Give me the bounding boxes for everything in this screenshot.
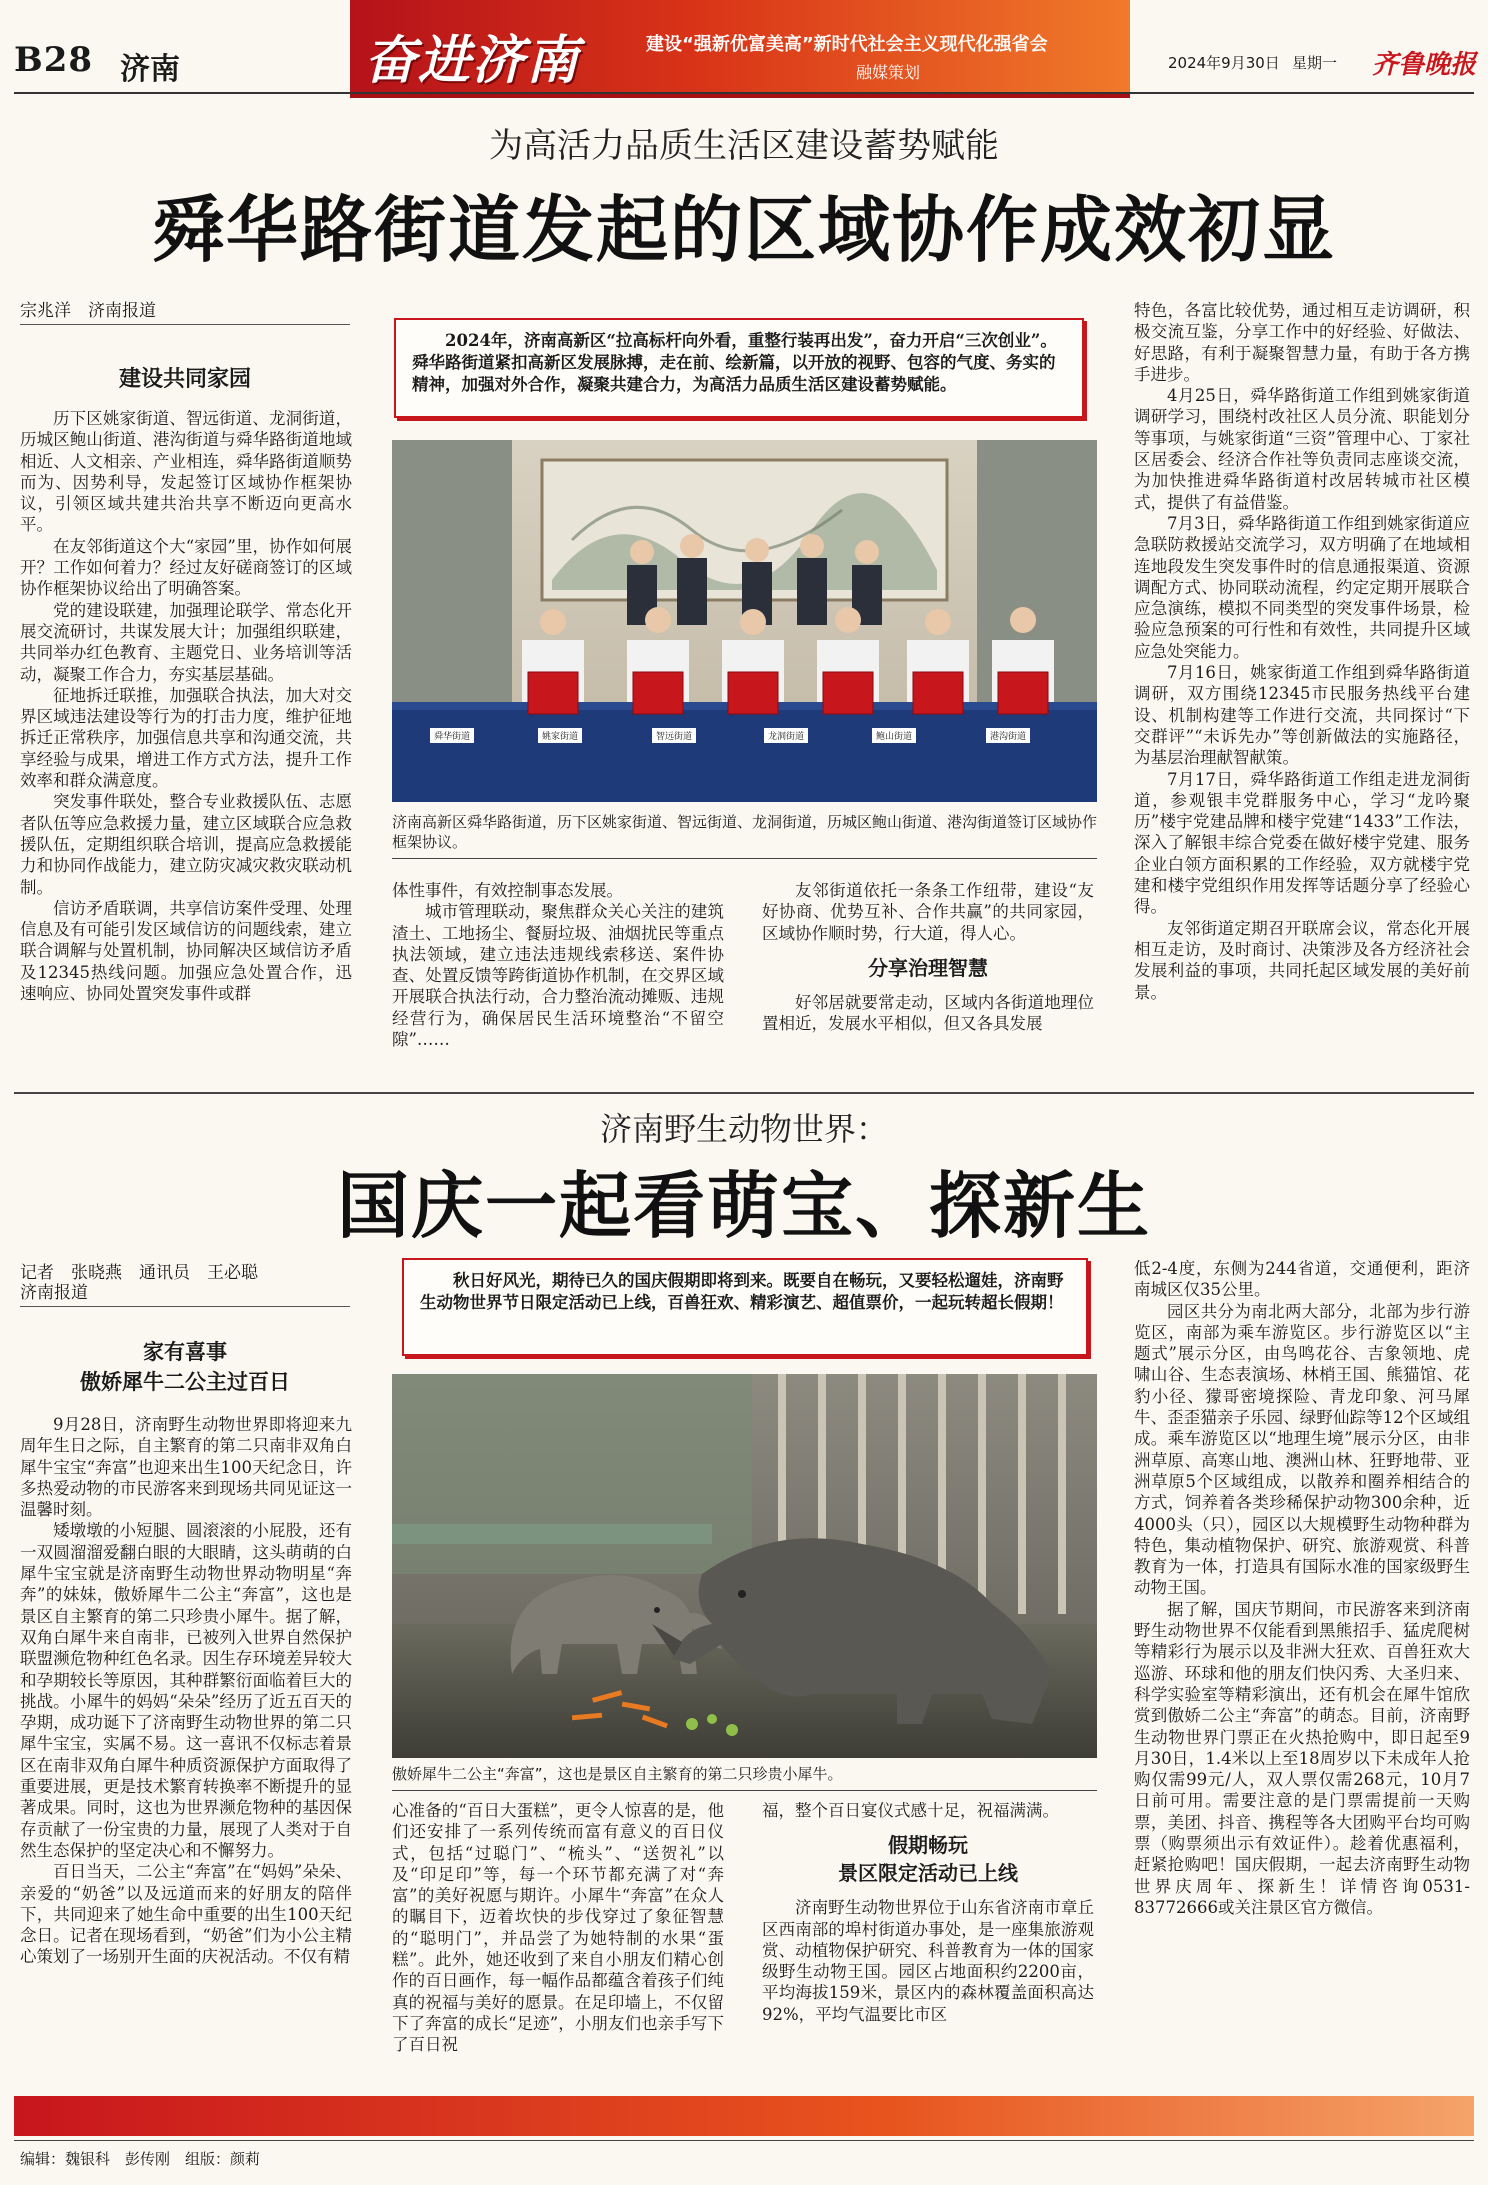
banner-title: 奋进济南 [364, 30, 581, 91]
article1-headline: 舜华路街道发起的区域协作成效初显 [151, 187, 1336, 272]
article1-subhead-2: 分享治理智慧 [868, 955, 988, 980]
article2-intro-box: 秋日好风光，期待已久的国庆假期即将到来。既要自在畅玩，又要轻松遛娃，济南野生动物世界节日限定活动已上线，百兽狂欢、精彩演艺、超值票价，一起玩转超长假期！ [402, 1258, 1088, 1356]
article-divider [14, 1092, 1474, 1094]
caption-rule [392, 1790, 1097, 1791]
article2-column-4 [1134, 1258, 1470, 2088]
footer-rule [14, 2140, 1474, 2141]
rhino-photo-caption: 傲娇犀牛二公主“奔富”，这也是景区自主繁育的第二只珍贵小犀牛。 [392, 1765, 843, 1783]
nameplate-row [392, 726, 1097, 746]
paragraph: 友邻街道依托一条条工作纽带，建设“友好协商、优势互补、合作共赢”的共同家园，区域协作顺时势，行大道，得人心。 [762, 881, 1094, 943]
signing-photo-caption: 济南高新区舜华路街道，历下区姚家街道、智远街道、龙洞街道，历城区鲍山街道、港沟街道签订区域协作框架协议。 [392, 813, 1098, 851]
rhino-illustration [392, 1374, 1097, 1758]
rhino-photo [392, 1374, 1097, 1758]
article2-subhead-1a: 家有喜事 [143, 1339, 227, 1364]
paragraph: 党的建设联建，加强理论联学、常态化开展交流研讨，共谋发展大计；加强组织联建，共同举办红色教育、主题党日、业务培训等活动，凝聚工作合力，夯实基层基础。 [20, 600, 352, 684]
article2-headline: 国庆一起看萌宝、探新生 [336, 1163, 1151, 1248]
paragraph: 百日当天，二公主“奔富”在“妈妈”朵朵、亲爱的“奶爸”以及远道而来的好朋友的陪伴下，共同迎来了她生命中重要的出生100天纪念日。记者在现场看到，“奶爸”们为小公主精心策划了一场别开生面的庆祝活动。不仅有精 [20, 1862, 352, 1967]
paragraph: 好邻居就要常走动，区域内各街道地理位置相近，发展水平相似，但又各具发展 [762, 992, 1094, 1034]
article2-column-2 [392, 1800, 724, 2086]
article2-kicker: 济南野生动物世界： [599, 1110, 888, 1148]
signing-ceremony-illustration [392, 440, 1097, 802]
article2-column-3 [762, 1800, 1094, 2086]
article1-column-3 [762, 880, 1094, 1070]
banner-subline: 融媒策划 [856, 63, 921, 82]
paragraph: 特色，各富比较优势，通过相互走访调研，积极交流互鉴，分享工作中的好经验、好做法、好思路，有利于凝聚智慧力量，有助于各方携手进步。 [1134, 301, 1470, 384]
nameplate: 鲍山街道 [872, 728, 916, 743]
paragraph: 突发事件联处，整合专业救援队伍、志愿者队伍等应急救援力量，建立区域联合应急救援队伍，定期组织联合培训，提高应急救援能力和协同作战能力，建立防灾减灾救灾联动机制。 [20, 792, 352, 897]
article1-column-4 [1134, 300, 1470, 1090]
article1-intro-box: 2024年，济南高新区“拉高标杆向外看，重整行装再出发”，奋力开启“三次创业”。舜华路街道紧扣高新区发展脉搏，走在前、绘新篇，以开放的视野、包容的气度、务实的精神，加强对外合作，凝聚共建合力，为高活力品质生活区建设蓄势赋能。 [394, 318, 1084, 418]
banner-slogan: 建设“强新优富美高”新时代社会主义现代化强省会 [646, 34, 1048, 55]
paragraph: 4月25日，舜华路街道工作组到姚家街道调研学习，围绕村改社区人员分流、职能划分等事项，与姚家街道“三资”管理中心、丁家社区居委会、经济合作社等负责同志座谈交流，为加快推进舜华路街道村改居转城市社区模式，提供了有益借鉴。 [1134, 386, 1470, 512]
paragraph: 信访矛盾联调，共享信访案件受理、处理信息及有可能引发区域信访的问题线索，建立联合调解与处置机制，协同解决区域信访矛盾及12345热线问题。加强应急处置合作，迅速响应、协同处置突发事件或群 [20, 898, 352, 1004]
article2-byline-1: 记者 张晓燕 通讯员 王必聪 [20, 1263, 258, 1283]
paragraph: 据了解，国庆节期间，市民游客来到济南野生动物世界不仅能看到黑熊招手、猛虎爬树等精彩行为展示以及非洲大狂欢、百兽狂欢大巡游、环球和他的朋友们快闪秀、大圣归来、科学实验室等精彩演出，还有机会在犀牛馆欣赏到傲娇二公主“奔富”的萌态。目前，济南野生动物世界门票正在火热抢购中，即日起至9月30日，1.4米以上至18周岁以下未成年人抢购仅需99元/人，双人票仅需268元，10月7日前可用。需要注意的是门票需提前一天购票，美团、抖音、携程等各大团购平台均可购票（购票须出示有效证件）。趁着优惠福利，赶紧抢购吧！国庆假期，一起去济南野生动物世界庆周年、探新生！详情咨询0531-83772666或关注景区官方微信。 [1134, 1599, 1470, 1917]
nameplate: 龙洞街道 [764, 728, 808, 743]
article2-column-1 [20, 1414, 352, 2084]
paragraph: 心准备的“百日大蛋糕”，更令人惊喜的是，他们还安排了一系列传统而富有意义的百日仪式，包括“过聪门”、“梳头”、“送贺礼”以及“印足印”等，每一个环节都充满了对“奔富”的美好祝愿与期许。小犀牛“奔富”在众人的瞩目下，迈着坎快的步伐穿过了象征智慧的“聪明门”，并品尝了为她特制的水果“蛋糕”。此外，她还收到了来自小朋友们精心创作的百日画作，每一幅作品都蕴含着孩子们纯真的祝福与美好的愿景。在足印墙上，不仅留下了奔富的成长“足迹”，小朋友们也亲手写下了百日祝 [392, 1801, 724, 2055]
article2-subhead-2a: 假期畅玩 [888, 1833, 968, 1858]
issue-weekday: 星期一 [1292, 54, 1338, 72]
paragraph: 9月28日，济南野生动物世界即将迎来九周年生日之际，自主繁育的第二只南非双角白犀牛宝宝“奔富”也迎来出生100天纪念日，许多热爱动物的市民游客来到现场共同见证这一温馨时刻。 [20, 1415, 352, 1520]
article1-byline: 宗兆洋 济南报道 [20, 300, 350, 325]
paragraph: 友邻街道定期召开联席会议，常态化开展相互走访，及时商讨、决策涉及各方经济社会发展利益的事项，共同托起区域发展的美好前景。 [1134, 918, 1470, 1002]
paragraph: 济南野生动物世界位于山东省济南市章丘区西南部的埠村街道办事处，是一座集旅游观赏、动植物保护研究、科普教育为一体的国家级野生动物王国。园区占地面积约2200亩，平均海拔159米，景区内的森林覆盖面积高达92%，平均气温要比市区 [762, 1898, 1094, 2024]
paragraph: 低2-4度，东侧为244省道，交通便利，距济南城区仅35公里。 [1134, 1259, 1470, 1300]
paragraph: 7月16日，姚家街道工作组到舜华路街道调研，双方围绕12345市民服务热线平台建设、机制构建等工作进行交流，共同探讨“下交群评”“未诉先办”等创新做法的实施路径，为基层治理献智献策。 [1134, 663, 1470, 768]
issue-date: 2024年9月30日 [1168, 54, 1280, 72]
article1-subhead-1: 建设共同家园 [118, 366, 251, 392]
signing-ceremony-photo [392, 440, 1097, 802]
paragraph: 福，整个百日宴仪式感十足，祝福满满。 [762, 1801, 1059, 1820]
caption-rule [392, 858, 1097, 859]
nameplate: 舜华街道 [430, 728, 474, 743]
paragraph: 征地拆迁联推，加强联合执法，加大对交界区域违法建设等行为的打击力度，维护征地拆迁正常秩序，加强信息共享和沟通交流，共享经验与成果，增进工作方式方法，提升工作效率和群众满意度。 [20, 685, 352, 791]
section-name: 济南 [120, 52, 180, 87]
paragraph: 城市管理联动，聚焦群众关心关注的建筑渣土、工地扬尘、餐厨垃圾、油烟扰民等重点执法领域，建立违法违规线索移送、案件协查、处置反馈等跨街道协作机制，在交界区域开展联合执法行动，合力整治流动摊贩、违规经营行为，确保居民生活环境整治“不留空隙”…… [392, 902, 724, 1050]
article2-subhead-1b: 傲娇犀牛二公主过百日 [80, 1369, 290, 1394]
nameplate: 智远街道 [652, 728, 696, 743]
article2-subhead-2b: 景区限定活动已上线 [838, 1861, 1018, 1886]
paragraph: 7月17日，舜华路街道工作组走进龙洞街道，参观银丰党群服务中心，学习“龙吟聚历”楼宇党建品牌和楼宇党建“1433”工作法，深入了解银丰综合党委在做好楼宇党建、服务企业白领方面积累的工作经验，双方就楼宇党建和楼宇党组织作用发挥等话题分享了经验心得。 [1134, 769, 1470, 917]
article2-byline-2: 济南报道 [20, 1282, 350, 1307]
masthead-rule [14, 92, 1474, 94]
nameplate: 姚家街道 [538, 728, 582, 743]
article1-column-1 [20, 408, 352, 1078]
footer-editors: 编辑：魏银科 彭传刚 组版：颜莉 [20, 2150, 261, 2168]
paragraph: 历下区姚家街道、智远街道、龙洞街道，历城区鲍山街道、港沟街道与舜华路街道地域相近、人文相亲、产业相连，舜华路街道顺势而为、因势利导，发起签订区域协作框架协议，引领区域共建共治共享不断迈向更高水平。 [20, 409, 352, 535]
footer-banner [14, 2096, 1474, 2136]
article1-column-2 [392, 880, 724, 1070]
paragraph: 体性事件，有效控制事态发展。 [392, 881, 623, 900]
nameplate: 港沟街道 [986, 728, 1030, 743]
page-number: B28 [14, 40, 94, 80]
paragraph: 在友邻街道这个大“家园”里，协作如何展开？工作如何着力？经过友好磋商签订的区域协作框架协议给出了明确答案。 [20, 536, 352, 599]
masthead [0, 0, 1488, 98]
article1-kicker: 为高活力品质生活区建设蓄势赋能 [489, 126, 999, 166]
paragraph: 7月3日，舜华路街道工作组到姚家街道应急联防救援站交流学习，双方明确了在地域相连地段发生突发事件时的信息通报渠道、资源调配方式、协同联动流程，约定定期开展联合应急演练，模拟不同类型的突发事件场景，检验应急预案的可行性和有效性，共同提升区域应急处突能力。 [1134, 513, 1470, 661]
paragraph: 矮墩墩的小短腿、圆滚滚的小屁股，还有一双圆溜溜爱翻白眼的大眼睛，这头萌萌的白犀牛宝宝就是济南野生动物世界动物明星“奔奔”的妹妹，傲娇犀牛二公主“奔富”，这也是景区自主繁育的第二只珍贵小犀牛。据了解，双角白犀牛来自南非，已被列入世界自然保护联盟濒危物种红色名录。因生存环境差异较大和孕期较长等原因，其种群繁衍面临着巨大的挑战。小犀牛的妈妈“朵朵”经历了近五百天的孕期，成功诞下了济南野生动物世界的第二只犀牛宝宝，实属不易。这一喜讯不仅标志着景区在南非双角白犀牛种质资源保护方面取得了重要进展，更是技术繁育转换率不断提升的显著成果。同时，这也为世界濒危物种的基因保存贡献了一份宝贵的力量，展现了人类对于自然生态保护的坚定决心和不懈努力。 [20, 1521, 352, 1860]
paper-logo: 齐鲁晚报 [1372, 50, 1477, 80]
paragraph: 园区共分为南北两大部分，北部为步行游览区，南部为乘车游览区。步行游览区以“主题式”展示分区，由鸟鸣花谷、吉象领地、虎啸山谷、生态表演场、林梢王国、熊猫馆、花豹小径、獴哥密境探险、青龙印象、河马犀牛、歪歪猫亲子乐园、绿野仙踪等12个区域组成。乘车游览区以“地理生境”展示分区，由非洲草原、高寒山地、澳洲山林、狂野地带、亚洲草原5个区域组成，以散养和圈养相结合的方式，饲养着各类珍稀保护动物300余种，近4000头（只），园区以大规模野生动物种群为特色，集动植物保护、研究、旅游观赏、科普教育为一体，打造具有国际水准的国家级野生动物王国。 [1134, 1301, 1470, 1598]
